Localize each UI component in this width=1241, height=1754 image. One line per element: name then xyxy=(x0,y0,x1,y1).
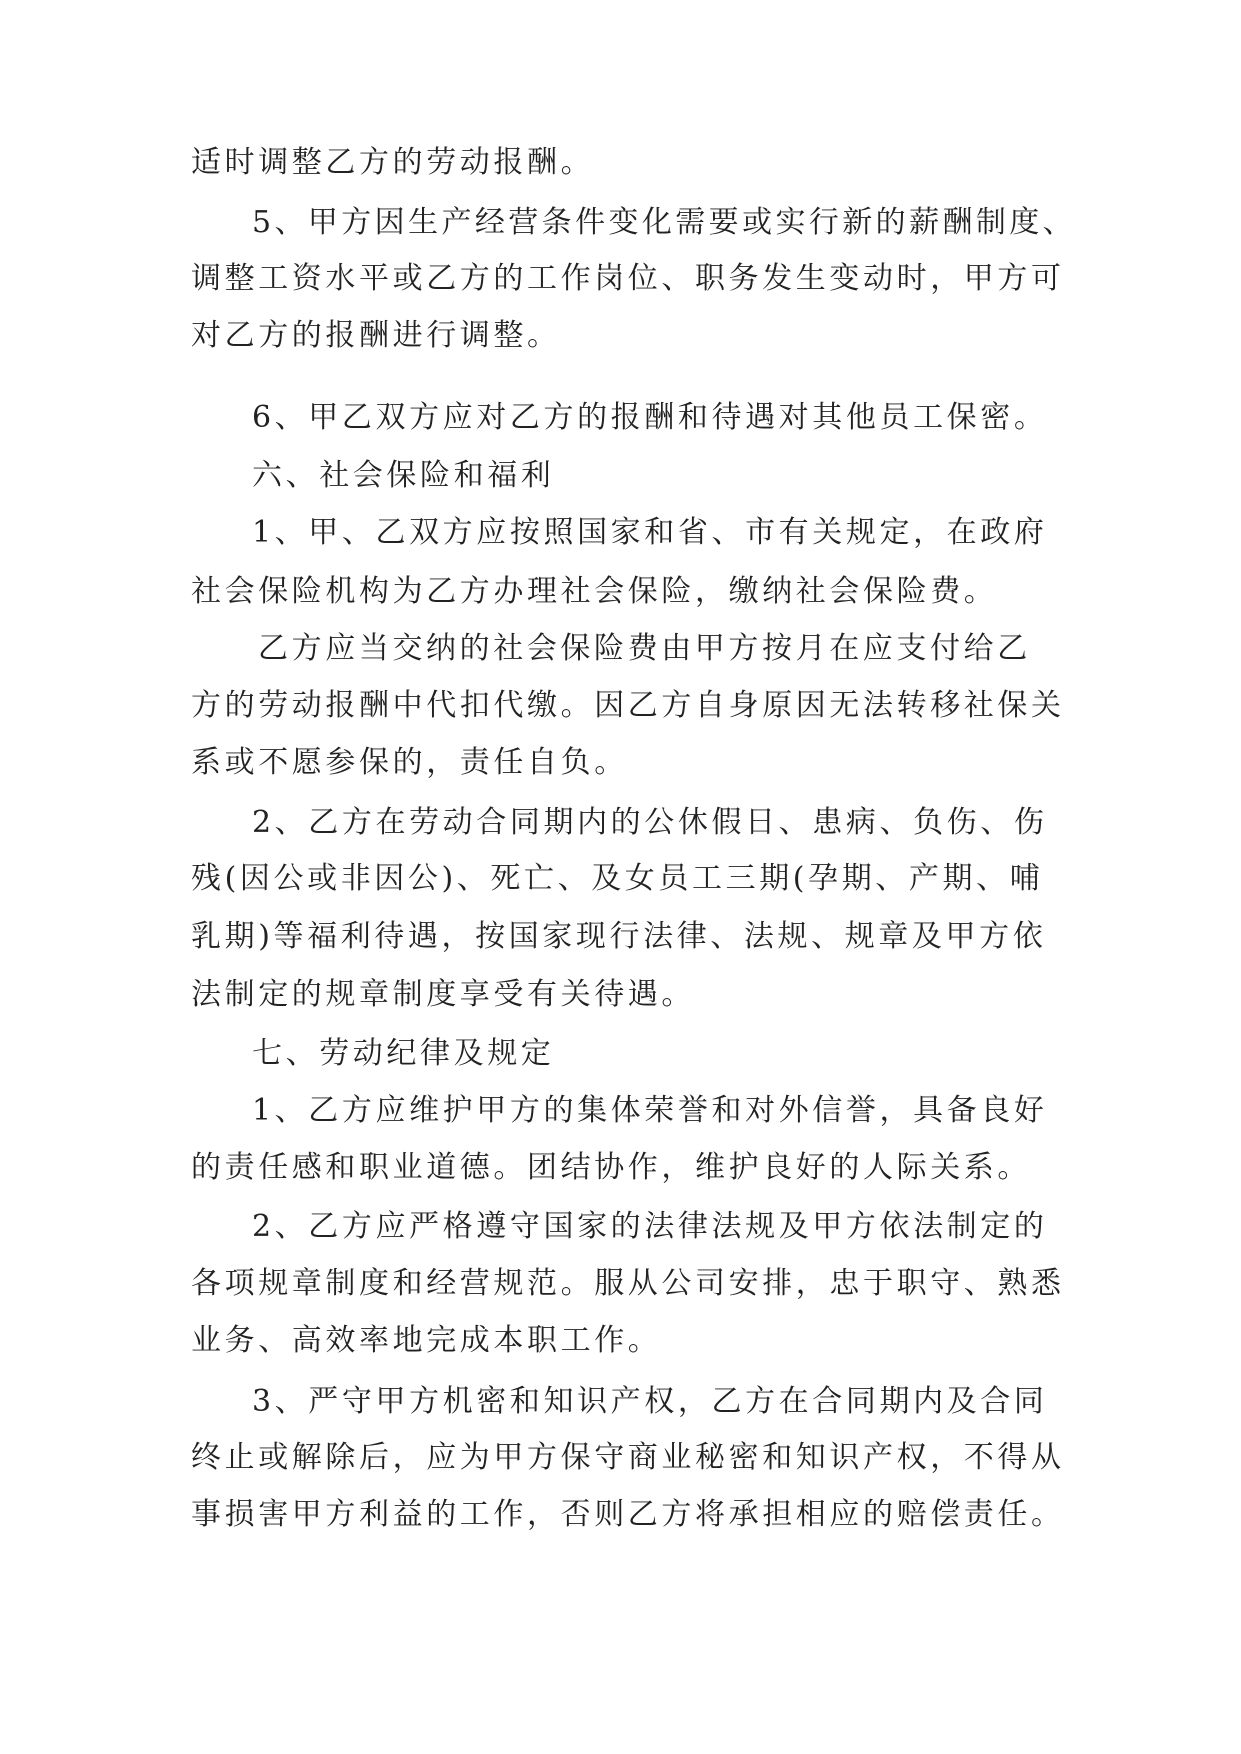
text-line: 2、乙方应严格遵守国家的法律法规及甲方依法制定的 xyxy=(252,1209,1048,1244)
text-line: 乳期)等福利待遇，按国家现行法律、法规、规章及甲方依 xyxy=(191,919,1047,954)
text-line: 社会保险机构为乙方办理社会保险，缴纳社会保险费。 xyxy=(191,574,998,609)
text-line: 方的劳动报酬中代扣代缴。因乙方自身原因无法转移社保关 xyxy=(191,688,1065,723)
text-line: 调整工资水平或乙方的工作岗位、职务发生变动时，甲方可 xyxy=(191,261,1065,296)
section-heading: 七、劳动纪律及规定 xyxy=(252,1036,555,1071)
text-line: 2、乙方在劳动合同期内的公休假日、患病、负伤、伤 xyxy=(252,805,1048,840)
text-line: 法制定的规章制度享受有关待遇。 xyxy=(191,977,695,1012)
text-line: 5、甲方因生产经营条件变化需要或实行新的薪酬制度、 xyxy=(252,205,1077,240)
text-line: 各项规章制度和经营规范。服从公司安排，忠于职守、熟悉 xyxy=(191,1266,1065,1301)
text-line: 残(因公或非因公)、死亡、及女员工三期(孕期、产期、哺 xyxy=(191,861,1044,896)
text-line: 事损害甲方利益的工作，否则乙方将承担相应的赔偿责任。 xyxy=(191,1497,1065,1532)
text-line: 系或不愿参保的，责任自负。 xyxy=(191,745,628,780)
text-line: 业务、高效率地完成本职工作。 xyxy=(191,1323,662,1358)
section-heading: 六、社会保险和福利 xyxy=(252,458,555,493)
text-line: 1、甲、乙双方应按照国家和省、市有关规定，在政府 xyxy=(252,515,1048,550)
text-line: 的责任感和职业道德。团结协作，维护良好的人际关系。 xyxy=(191,1150,1031,1185)
text-line: 适时调整乙方的劳动报酬。 xyxy=(191,145,595,180)
text-line: 1、乙方应维护甲方的集体荣誉和对外信誉，具备良好 xyxy=(252,1093,1048,1128)
text-line: 3、严守甲方机密和知识产权，乙方在合同期内及合同 xyxy=(252,1384,1048,1419)
text-line: 6、甲乙双方应对乙方的报酬和待遇对其他员工保密。 xyxy=(252,400,1048,435)
text-line: 对乙方的报酬进行调整。 xyxy=(191,318,561,353)
text-line: 终止或解除后，应为甲方保守商业秘密和知识产权，不得从 xyxy=(191,1440,1065,1475)
text-line: 乙方应当交纳的社会保险费由甲方按月在应支付给乙 xyxy=(258,631,1031,666)
